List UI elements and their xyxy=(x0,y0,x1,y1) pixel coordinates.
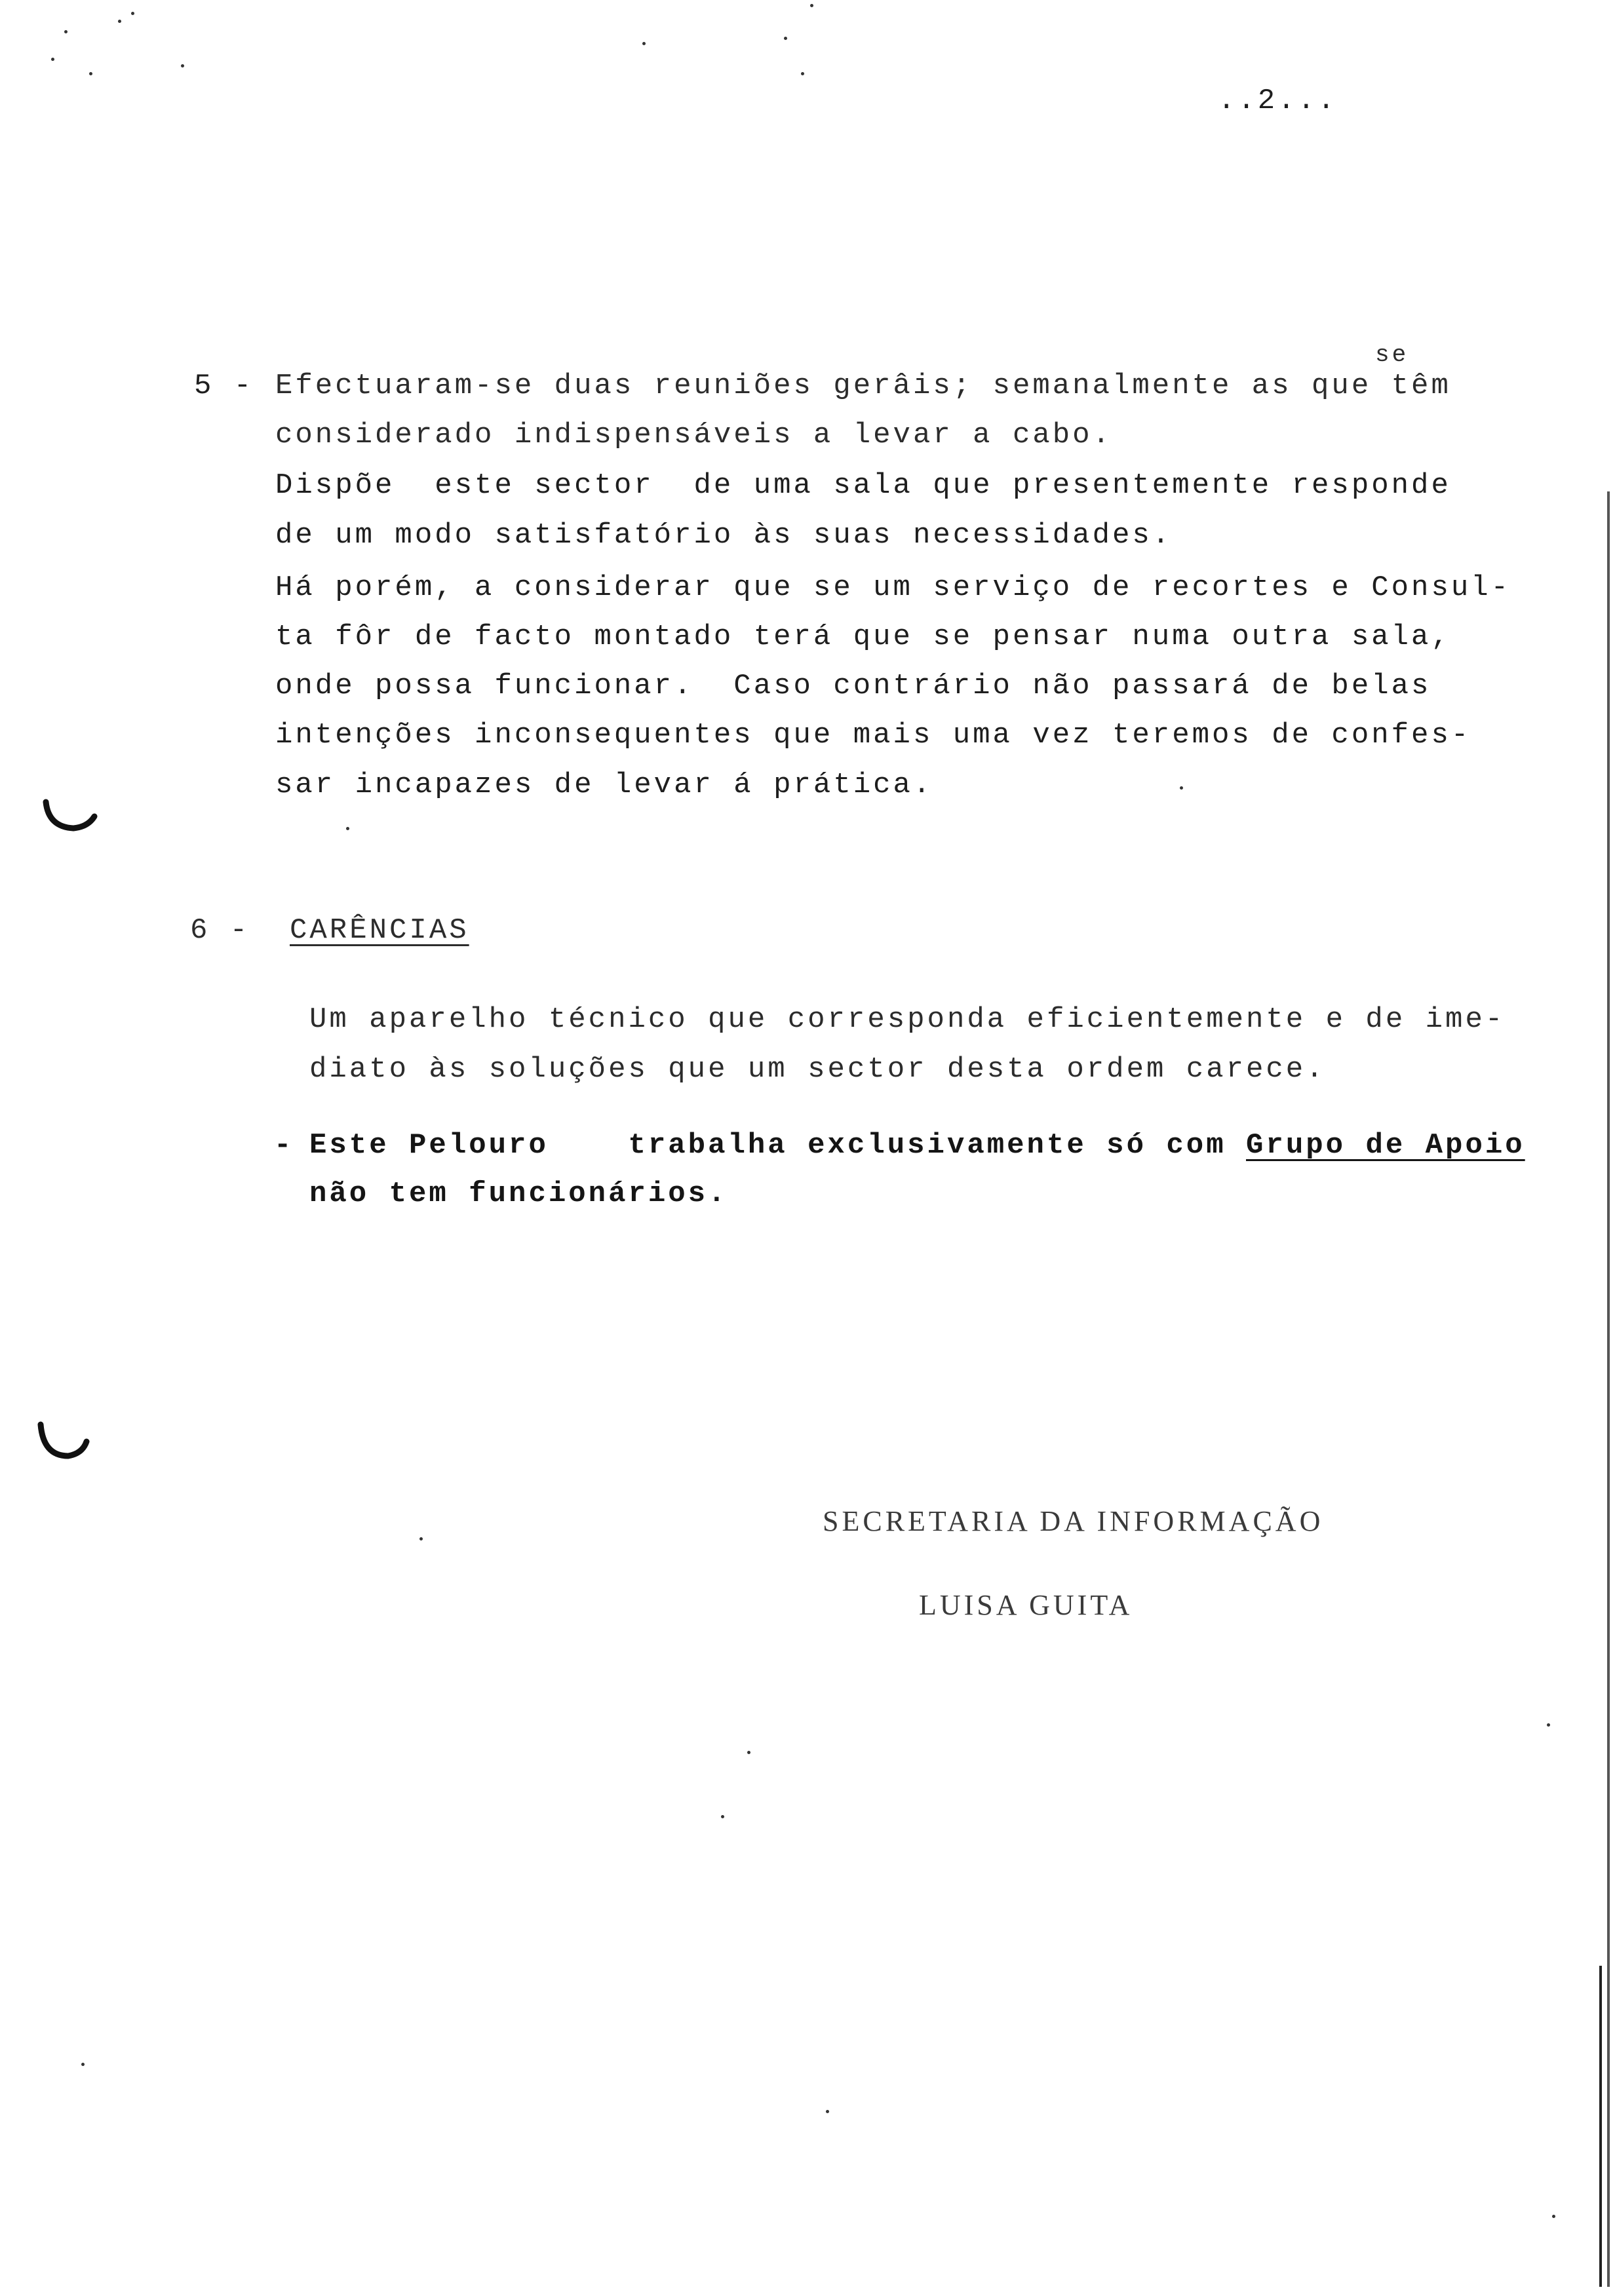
item-6-para-line-2: diato às soluções que um sector desta ordem carece. xyxy=(309,1053,1326,1086)
speck xyxy=(1547,1723,1550,1727)
item-6-bullet-line-1 xyxy=(309,1131,1525,1160)
item-5-number: 5 - xyxy=(194,370,254,402)
punch-mark-top xyxy=(41,794,100,840)
speck xyxy=(346,827,349,830)
item-6-bullet-text: Este Pelouro trabalha exclusivamente só com xyxy=(309,1129,1247,1162)
signature-department: SECRETARIA DA INFORMAÇÃO xyxy=(823,1505,1324,1537)
item-5-line-4: de um modo satisfatório às suas necessidades. xyxy=(275,519,1173,552)
speck xyxy=(1180,786,1183,790)
item-6-bullet-line-2: não tem funcionários. xyxy=(309,1177,728,1210)
speck xyxy=(721,1815,724,1818)
item-5-line-2: considerado indispensáveis a levar a cabo. xyxy=(275,419,1112,451)
item-6-heading: CARÊNCIAS xyxy=(290,914,469,947)
scan-edge-line-dark xyxy=(1599,1966,1602,2287)
item-6-para-line-1: Um aparelho técnico que corresponda eficientemente e de ime- xyxy=(309,1003,1506,1036)
speck xyxy=(801,72,804,75)
speck xyxy=(1552,2215,1555,2218)
item-6-bullet-dash: - xyxy=(274,1129,294,1162)
item-5-superscript: se xyxy=(1375,341,1409,368)
item-6-number: 6 - xyxy=(190,914,250,947)
item-5-line-7: onde possa funcionar. Caso contrário não passará de belas xyxy=(275,670,1431,702)
speck xyxy=(784,37,787,40)
speck xyxy=(118,20,121,23)
speck xyxy=(64,30,68,33)
item-5-line-9: sar incapazes de levar á prática. xyxy=(275,769,933,801)
signature-name: LUISA GUITA xyxy=(919,1589,1133,1621)
speck xyxy=(89,72,92,75)
item-5-line-5: Há porém, a considerar que se um serviço de recortes e Consul- xyxy=(275,571,1511,604)
page-number: ..2... xyxy=(1218,85,1338,117)
speck xyxy=(181,64,184,67)
scan-edge-line xyxy=(1607,491,1610,2287)
speck xyxy=(810,4,813,7)
speck xyxy=(131,12,134,15)
speck xyxy=(747,1751,750,1754)
punch-mark-bottom xyxy=(34,1418,93,1470)
speck xyxy=(81,2063,85,2066)
item-5-line-6: ta fôr de facto montado terá que se pensar numa outra sala, xyxy=(275,621,1451,653)
item-5-line-8: intenções inconsequentes que mais uma vez teremos de confes- xyxy=(275,719,1471,752)
item-5-line-1: Efectuaram-se duas reuniões gerâis; semanalmente as que têm xyxy=(275,370,1451,402)
speck xyxy=(419,1537,423,1540)
speck xyxy=(642,42,646,45)
item-5-line-3: Dispõe este sector de uma sala que presentemente responde xyxy=(275,469,1451,502)
speck xyxy=(51,58,54,61)
grupo-de-apoio-underlined: Grupo de Apoio xyxy=(1246,1129,1525,1162)
speck xyxy=(826,2110,829,2113)
